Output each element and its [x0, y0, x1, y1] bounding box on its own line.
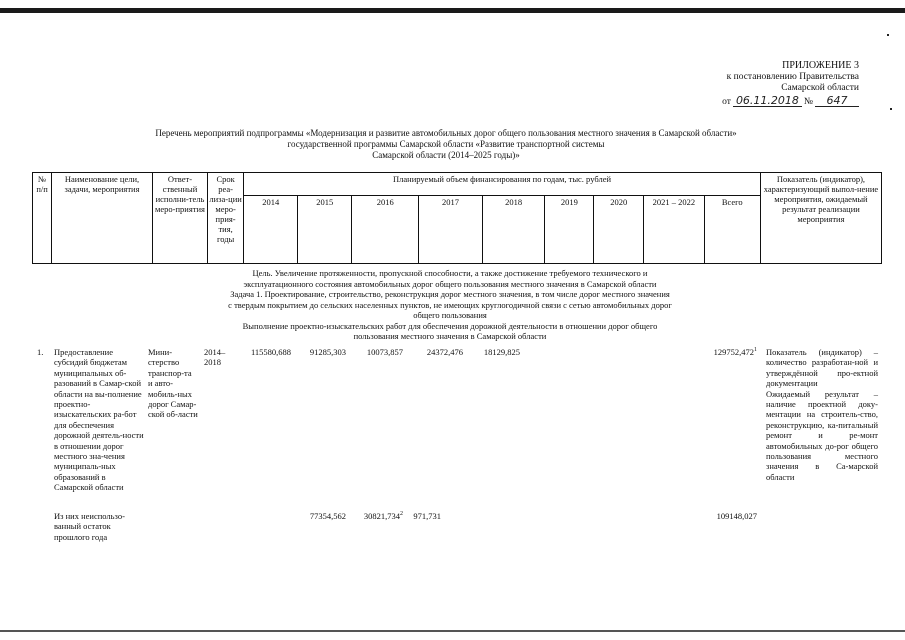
value-2018: 18129,825: [483, 347, 520, 357]
title-line: государственной программы Самарской области «Развитие транспортной системы: [287, 139, 605, 149]
header-year: 2020: [594, 196, 644, 264]
handwritten-date: 06.11.2018: [733, 95, 802, 108]
header-indicator: Показатель (индикатор), характеризующий выпол-нение мероприятия, ожидаемый результат реализации мероприятия: [760, 173, 881, 264]
total-amount: 129752,472: [713, 347, 754, 357]
subsection-line: Выполнение проектно-изыскательских работ для обеспечения дорожной деятельности в отношении дорог общего: [242, 320, 658, 331]
indicator-text: [766, 347, 878, 482]
header-year: 2019: [545, 196, 594, 264]
appendix-title: ПРИЛОЖЕНИЕ 3: [782, 60, 859, 71]
header-responsible: Ответ-ственный исполни-тель меро-приятия: [152, 173, 207, 264]
header-year: 2021 – 2022: [644, 196, 704, 264]
header-year: 2017: [419, 196, 483, 264]
indicator: Показатель (индикатор) – количество разработан-ной и утверждённой про-ектной документации: [766, 347, 878, 389]
measure-name: Из них неиспользо-ванный остаток прошлого года: [54, 511, 125, 542]
expected-result: Ожидаемый результат – наличие проектной доку-ментации на строитель-ство, реконструкцию, ка-питальный ремонт и ре-монт автомобильных до-рог общего пользования местного значения в Са-марской области: [766, 388, 878, 482]
handwritten-number: 647: [815, 95, 859, 108]
header-total: Всего: [704, 196, 760, 264]
amount: 30821,734: [363, 511, 400, 521]
task-line: с твердым покрытием до сельских населенных пунктов, не имеющих круглогодичной связи с сетью автомобильных дорог: [228, 299, 672, 310]
header-year: 2016: [352, 196, 419, 264]
value-2015: 77354,562: [309, 511, 346, 521]
value-2016: 10073,857: [366, 347, 403, 357]
goal-line: эксплуатационного состояния автомобильных дорог общего пользования местного значения в Самарской области: [243, 278, 657, 289]
title-line: Перечень мероприятий подпрограммы «Модернизация и развитие автомобильных дорог общего пользования местного значения в Самарской области»: [155, 128, 737, 138]
appendix-line: Самарской области: [781, 83, 859, 93]
footnote-mark: 1: [754, 347, 757, 354]
scan-top-border: [0, 8, 905, 13]
responsible-executor: Мини-стерство транспор-та и авто-мобиль-ных дорог Самар-ской об-ласти: [148, 347, 198, 420]
date-label: от: [722, 96, 731, 107]
value-2015: 91285,303: [309, 347, 346, 357]
subsection-line: пользования местного значения в Самарской области: [353, 331, 547, 341]
footnote-mark: 2: [400, 511, 403, 518]
goal-line: Цель. Увеличение протяженности, пропускной способности, а также достижение требуемого технического и: [252, 268, 648, 278]
term-years: 2014– 2018: [204, 347, 226, 368]
measures-table-header: [32, 172, 882, 264]
value-total: [687, 347, 757, 357]
header-num: № п/п: [33, 173, 52, 264]
value-2017: 24372,476: [426, 347, 463, 357]
title-line: Самарской области (2014–2025 годы)»: [372, 150, 520, 160]
task-line: Задача 1. Проектирование, строительство, реконструкция дорог местного значения, в том числе дорог местного значения: [230, 289, 670, 299]
value-2016: [347, 511, 403, 521]
header-term: Срок реа-лиза-ции меро-прия-тия, годы: [208, 173, 244, 264]
value-2017: 971,731: [413, 511, 441, 521]
header-name: Наименование цели, задачи, мероприятия: [52, 173, 153, 264]
header-financing: Планируемый объем финансирования по годам, тыс. рублей: [244, 173, 761, 196]
scan-speck: [887, 34, 889, 36]
header-year: 2018: [482, 196, 545, 264]
task-line: общего пользования: [413, 310, 487, 320]
appendix-date-row: [722, 95, 859, 109]
value-2014: 115580,688: [250, 347, 291, 357]
appendix-line: к постановлению Правительства: [726, 71, 859, 82]
goal-block: [150, 268, 750, 342]
appendix-block: [722, 60, 859, 108]
scan-speck: [890, 108, 892, 110]
header-year: 2014: [244, 196, 298, 264]
header-year: 2015: [298, 196, 352, 264]
value-total: 109148,027: [716, 511, 757, 521]
row-number: 1.: [37, 347, 44, 357]
document-title: [96, 128, 796, 161]
measure-name: Предоставление субсидий бюджетам муниципальных об-разований в Самар-ской области на вы-полнение проектно-изыскательских ра-бот для обеспечения дорожной деятель-ности в отношении дорог местного зна-чения муниципаль-ных образований в Самарской области: [54, 347, 144, 493]
number-label: №: [803, 96, 813, 107]
scan-bottom-border: [0, 630, 905, 632]
